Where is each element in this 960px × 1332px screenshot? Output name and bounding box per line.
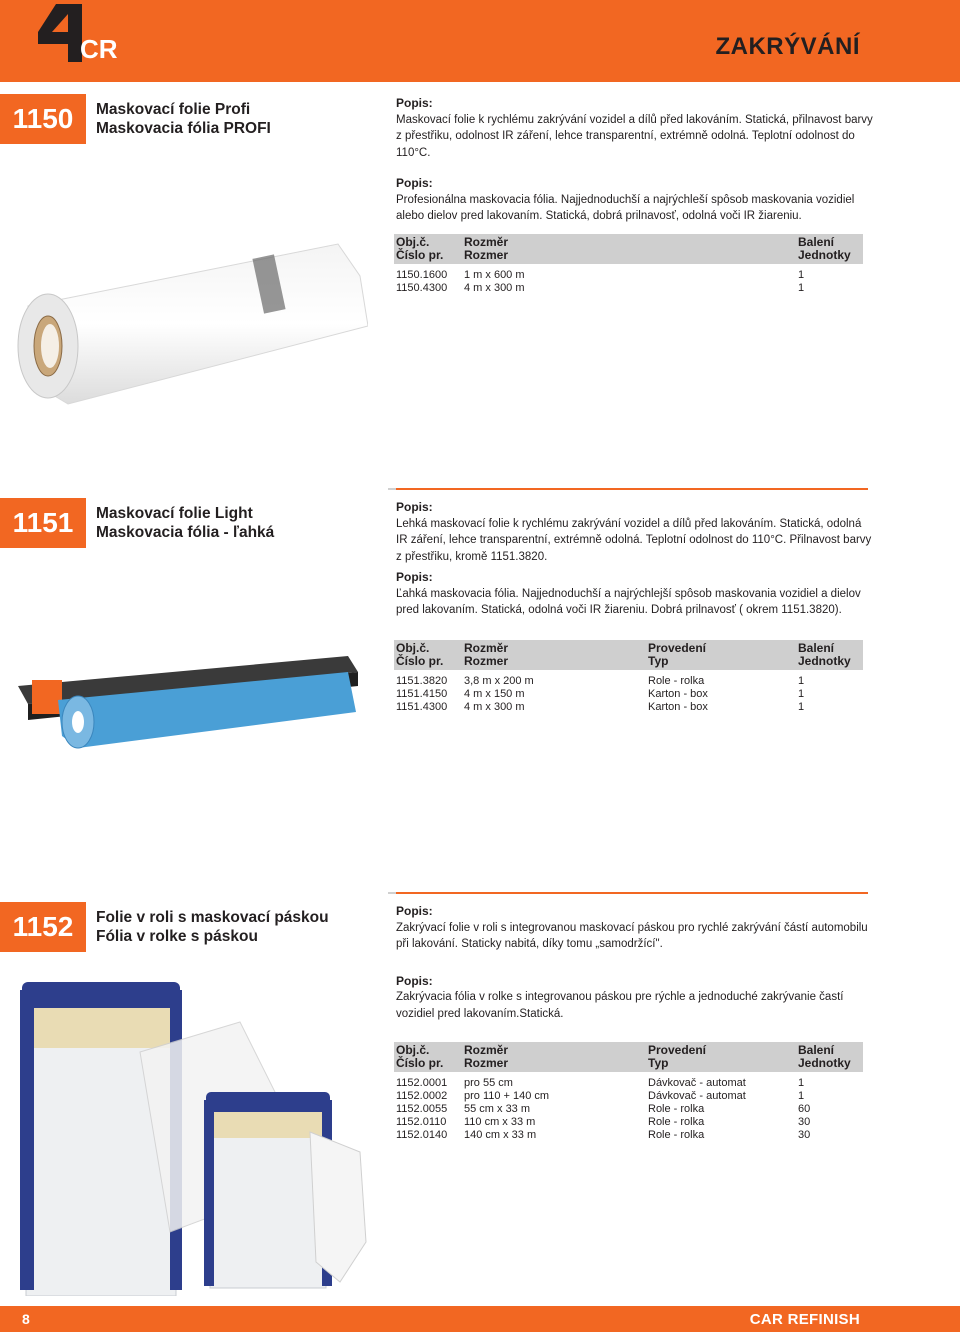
table-header-size: Rozměr Rozmer [462, 1042, 646, 1072]
product-photo-roll-blue [18, 656, 368, 752]
table-row: 1150.4300 4 m x 300 m 1 [396, 282, 805, 294]
table-header-pack: Balení Jednotky [796, 234, 863, 264]
desc-label-sk: Popis: [396, 176, 433, 190]
product-description [396, 903, 876, 1036]
product-title-sk: Fólia v rolke s páskou [96, 928, 258, 945]
product-title-cz: Maskovací folie Light [96, 505, 253, 522]
product-photo-roll-clear [8, 236, 368, 416]
table-row: 1150.1600 1 m x 600 m 1 [396, 269, 805, 281]
product-table [394, 640, 863, 714]
product-table [394, 1042, 863, 1142]
table-header-code: Obj.č. Číslo pr. [394, 640, 462, 670]
table-header-type: Provedení Typ [646, 640, 796, 670]
page-number: 8 [22, 1311, 30, 1327]
table-header-code: Obj.č. Číslo pr. [394, 1042, 462, 1072]
product-code-badge: 1151 [0, 498, 86, 548]
desc-label-sk: Popis: [396, 570, 433, 584]
svg-text:CR: CR [80, 34, 118, 64]
desc-label-sk: Popis: [396, 973, 433, 988]
table-row: 1152.0055 55 cm x 33 m Role - rolka 60 [396, 1103, 811, 1115]
product-photo-dispensers [20, 982, 370, 1296]
product-title [96, 100, 386, 138]
divider [396, 488, 868, 490]
product-title [96, 504, 386, 542]
table-row: 1152.0140 140 cm x 33 m Role - rolka 30 [396, 1129, 811, 1141]
table-header-size: Rozměr Rozmer [462, 640, 646, 670]
desc-text-cz: Zakrývací folie v roli s integrovanou maskovací páskou pro rychlé zakrývání částí automobilu při lakování. Staticky nabitá, díky tomu „samodržící". [396, 921, 868, 950]
table-row: 1151.4300 4 m x 300 m Karton - box 1 [396, 701, 805, 713]
table-header-type: Provedení Typ [646, 1042, 796, 1072]
desc-label-cz: Popis: [396, 904, 433, 918]
product-title-cz: Folie v roli s maskovací páskou [96, 909, 329, 926]
product-title-sk: Maskovacia fólia - ľahká [96, 524, 275, 541]
table-row: 1152.0110 110 cm x 33 m Role - rolka 30 [396, 1116, 811, 1128]
desc-text-sk: Zakrývacia fólia v rolke s integrovanou páskou pre rýchle a jednoduché zakrývanie častí vozidiel pred lakovaním.Statická. [396, 991, 844, 1020]
table-row: 1152.0001 pro 55 cm Dávkovač - automat 1 [396, 1077, 805, 1089]
table-row: 1152.0002 pro 110 + 140 cm Dávkovač - automat 1 [396, 1090, 805, 1102]
product-code-badge: 1152 [0, 902, 86, 952]
divider [396, 892, 868, 894]
table-header-type [646, 234, 796, 264]
desc-text-cz: Maskovací folie k rychlému zakrývání vozidel a dílů před lakováním. Statická, přilnavost barvy z přestřiku, odolnost IR záření, lehce transparentní, extrémně odolná. Teplotní odolnost do 110°C. [396, 113, 873, 159]
desc-text-sk: Profesionálna maskovacia fólia. Najjednoduchší a najrýchleší spôsob maskovania vozidiel alebo dielov pred lakovaním. Statická, dobrá prilnavosť, odolná voči IR žiareniu. [396, 193, 855, 222]
desc-text-cz: Lehká maskovací folie k rychlému zakrývání vozidel a dílů před lakováním. Statická, odolná IR záření, lehce transparentní, extrémně odolná. Teplotní odolnost do 110°C. Přilnavost barvy z přestřiku, kromě 1151.3820. [396, 517, 872, 563]
table-header-pack: Balení Jednotky [796, 1042, 863, 1072]
footer-brand: CAR REFINISH [749, 1311, 860, 1328]
brand-logo [36, 4, 132, 68]
table-header-size: Rozměr Rozmer [462, 234, 646, 264]
desc-text-sk: Ľahká maskovacia fólia. Najjednoduchší a najrýchlejší spôsob maskovania vozidiel a dielov pred lakovaním. Statická, odolná voči IR žiareniu. Dobrá prilnavosť ( okrem 1151.3820). [396, 587, 861, 616]
page-title: ZAKRÝVÁNÍ [715, 33, 860, 60]
product-description [396, 95, 876, 239]
product-title-sk: Maskovacia fólia PROFI [96, 120, 271, 137]
table-row: 1151.3820 3,8 m x 200 m Role - rolka 1 [396, 675, 805, 687]
desc-label-cz: Popis: [396, 500, 433, 514]
divider [388, 488, 396, 490]
product-title [96, 908, 386, 946]
product-description [396, 499, 876, 633]
product-code-badge: 1150 [0, 94, 86, 144]
product-title-cz: Maskovací folie Profi [96, 101, 251, 118]
desc-label-cz: Popis: [396, 96, 433, 110]
table-header-pack: Balení Jednotky [796, 640, 863, 670]
table-header-code: Obj.č. Číslo pr. [394, 234, 462, 264]
product-table [394, 234, 863, 295]
divider [388, 892, 396, 894]
table-row: 1151.4150 4 m x 150 m Karton - box 1 [396, 688, 805, 700]
